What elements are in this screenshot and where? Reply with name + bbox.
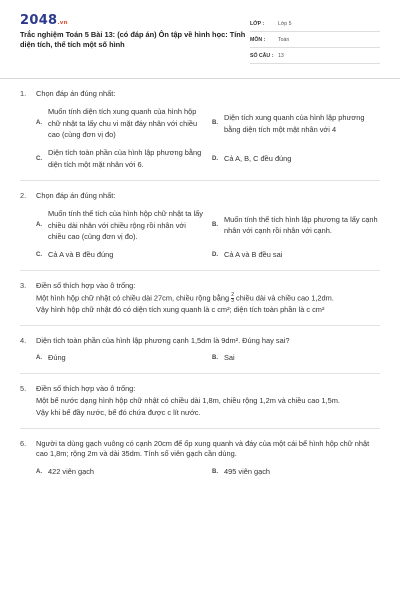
option-c[interactable] xyxy=(36,147,204,171)
question-6 xyxy=(20,429,380,487)
fraction-denominator: 3 xyxy=(231,297,234,304)
option-a[interactable] xyxy=(36,352,204,364)
question-number: 3. xyxy=(20,281,27,291)
fraction xyxy=(231,293,234,304)
option-text: 422 viên gạch xyxy=(48,466,95,476)
option-a[interactable] xyxy=(36,466,204,478)
question-2 xyxy=(20,181,380,271)
option-letter: B. xyxy=(212,222,218,229)
question-number: 5. xyxy=(20,384,27,394)
option-b[interactable] xyxy=(212,208,380,244)
question-fill-blank[interactable]: Vậy hình hộp chữ nhật đó có diện tích xung quanh là c cm²; diện tích toàn phần là c cm² xyxy=(36,304,325,314)
question-prompt: Diện tích toàn phần của hình lập phương cạnh 1,5dm là 9dm². Đúng hay sai? xyxy=(36,335,290,345)
option-text: Muốn tính thể tích của hình hộp chữ nhật ta lấy chiều dài nhân với chiều rộng rồi nhân với chiều cao (cùng đơn vị đo). xyxy=(48,208,203,242)
meta-row-count xyxy=(250,48,380,64)
option-a[interactable] xyxy=(36,106,204,142)
option-letter: A. xyxy=(36,222,42,229)
meta-value: Toán xyxy=(278,37,290,44)
option-b[interactable] xyxy=(212,466,380,478)
option-a[interactable] xyxy=(36,208,204,244)
option-text: Đúng xyxy=(48,353,66,363)
option-letter: B. xyxy=(212,355,218,362)
question-body xyxy=(36,293,380,316)
question-4 xyxy=(20,326,380,375)
header-left xyxy=(20,14,250,74)
question-3 xyxy=(20,271,380,326)
answer-options xyxy=(36,466,380,478)
option-d[interactable] xyxy=(212,147,380,171)
option-letter: A. xyxy=(36,355,42,362)
question-text-line xyxy=(36,293,380,304)
option-letter: D. xyxy=(212,155,218,162)
question-prompt: Chọn đáp án đúng nhất: xyxy=(36,190,116,200)
answer-options xyxy=(36,106,380,171)
option-b[interactable] xyxy=(212,352,380,364)
meta-key: MÔN : xyxy=(250,37,266,44)
question-prompt: Chọn đáp án đúng nhất: xyxy=(36,89,116,98)
site-logo[interactable] xyxy=(20,14,250,27)
option-text: Diện tích xung quanh của hình lập phương bằng diện tích một mặt nhân với 4 xyxy=(224,112,365,134)
quiz-meta xyxy=(250,16,380,74)
question-5 xyxy=(20,374,380,428)
option-letter: C. xyxy=(36,251,42,258)
option-text: Cả A và B đều đúng xyxy=(48,250,114,260)
option-letter: B. xyxy=(212,120,218,127)
option-letter: D. xyxy=(212,251,218,258)
quiz-header xyxy=(20,14,380,74)
option-c[interactable] xyxy=(36,249,204,261)
question-fill-blank[interactable]: Vậy khi bể đầy nước, bể đó chứa được c lít nước. xyxy=(36,407,201,417)
option-letter: A. xyxy=(36,468,42,475)
question-1 xyxy=(20,79,380,181)
logo-text: 2048 xyxy=(20,13,58,28)
fraction-numerator: 2 xyxy=(231,291,234,298)
quiz-title: Trắc nghiệm Toán 5 Bài 13: (có đáp án) Ôn tập về hình học: Tính diện tích, thể tích một số hình xyxy=(20,30,246,49)
option-b[interactable] xyxy=(212,106,380,142)
question-prompt: Điền số thích hợp vào ô trống: xyxy=(36,384,136,394)
option-text: 495 viên gạch xyxy=(224,466,271,476)
option-text: Sai xyxy=(224,353,235,363)
option-letter: C. xyxy=(36,155,42,162)
option-text: Muốn tính thể tích hình lập phương ta lấy cạnh nhân với cạnh rồi nhân với cạnh. xyxy=(224,214,378,236)
question-body xyxy=(36,396,380,418)
logo-suffix: .vn xyxy=(57,20,68,26)
meta-key: SỐ CÂU : xyxy=(250,53,274,60)
option-text: Diện tích toàn phần của hình lập phương bằng diện tích một mặt nhân với 6. xyxy=(48,148,202,170)
question-text: Một bể nước dạng hình hộp chữ nhật có chiều dài 1,8m, chiều rộng 1,2m và chiều cao 1,5m. xyxy=(36,396,340,406)
meta-row-subject xyxy=(250,32,380,48)
question-number: 4. xyxy=(20,335,27,345)
question-prompt: Điền số thích hợp vào ô trống: xyxy=(36,281,136,291)
option-text: Cả A và B đều sai xyxy=(224,250,283,260)
meta-value: 13 xyxy=(278,53,284,60)
option-d[interactable] xyxy=(212,249,380,261)
answer-options xyxy=(36,208,380,261)
meta-row-class xyxy=(250,16,380,32)
option-letter: B. xyxy=(212,468,218,475)
question-text: chiều dài và chiều cao 1,2dm. xyxy=(236,293,334,303)
meta-key: LỚP : xyxy=(250,21,265,28)
answer-options xyxy=(36,352,380,364)
question-number: 1. xyxy=(20,89,27,98)
option-letter: A. xyxy=(36,120,42,127)
question-text: Một hình hộp chữ nhật có chiều dài 27cm, chiều rộng bằng xyxy=(36,293,230,303)
question-prompt: Người ta dùng gạch vuông có cạnh 20cm để ốp xung quanh và đáy của một cái bể hình hộp chữ nhật cao 1,8m; rộng 2m và dài 35dm. Tính số viên gạch cần dùng. xyxy=(36,438,370,459)
option-text: Muốn tính diện tích xung quanh của hình hộp chữ nhật ta lấy chu vi mặt đáy nhân với chiều cao (cùng đơn vị đo) xyxy=(48,106,198,140)
option-text: Cả A, B, C đều đúng xyxy=(224,154,292,164)
question-number: 2. xyxy=(20,190,27,200)
meta-value: Lớp 5 xyxy=(278,21,292,28)
question-number: 6. xyxy=(20,438,27,448)
